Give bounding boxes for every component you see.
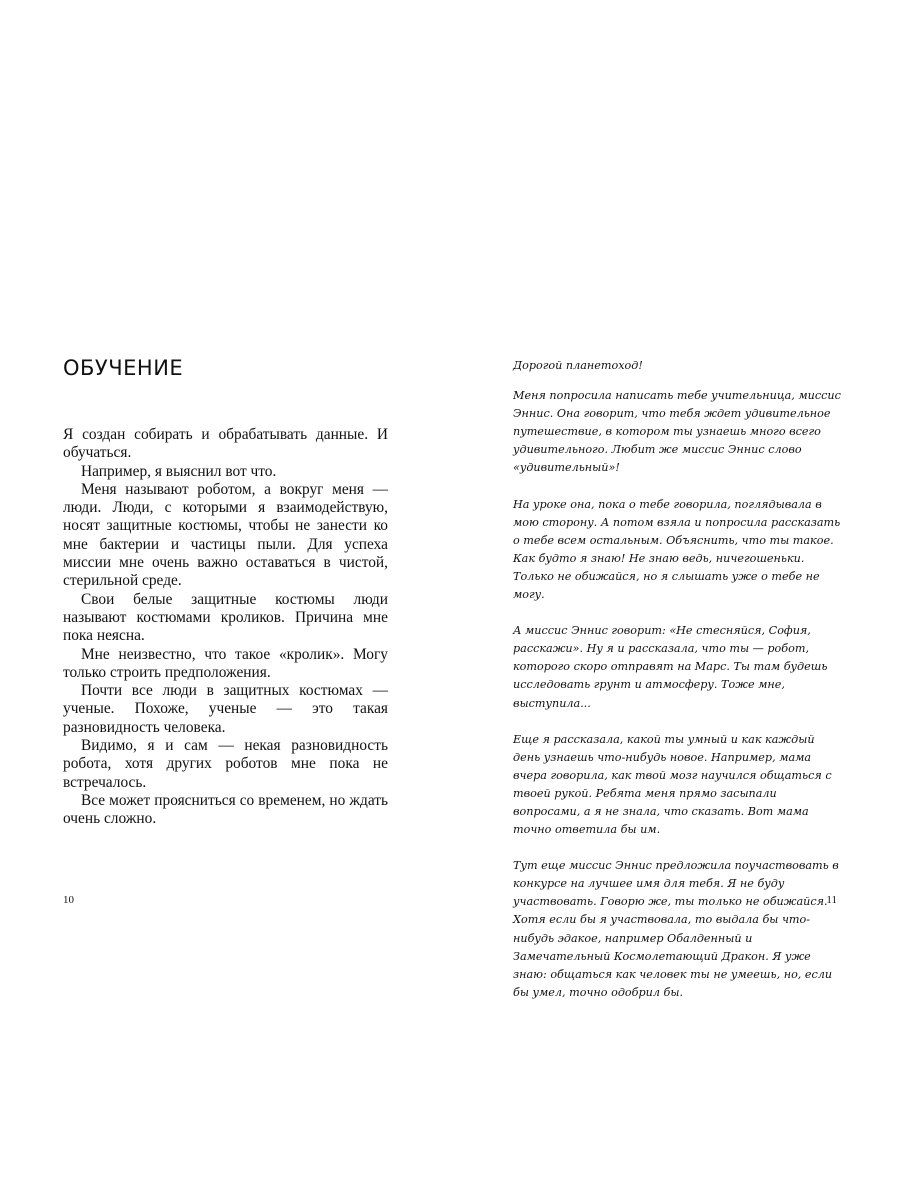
body-paragraph: Видимо, я и сам — некая разновидность робота, хотя других роботов мне пока не встречалось. <box>63 737 388 791</box>
page-number-left: 10 <box>63 894 74 906</box>
body-paragraph: Меня называют роботом, а вокруг меня — люди. Люди, с которыми я взаимодействую, носят защитные костюмы, чтобы не занести ко мне бактерии и частицы пыли. Для успеха миссии мне очень важно оставаться в чистой, стерильной среде. <box>63 480 388 590</box>
chapter-title: ОБУЧЕНИЕ <box>63 356 184 380</box>
letter-paragraph: Тут еще миссис Эннис предложила поучаствовать в конкурсе на лучшее имя для тебя. Я не буду участвовать. Говорю же, ты только не обижайся. Хотя если бы я участвовала, то выдала бы что-нибудь эдакое, например Обалденный и Замечательный Космолетающий Дракон. Я уже знаю: общаться как человек ты не умеешь, но, если бы умел, точно одобрил бы. <box>513 859 839 999</box>
letter-body <box>513 357 843 1020</box>
body-paragraph: Свои белые защитные костюмы люди называют костюмами кроликов. Причина мне пока неясна. <box>63 590 388 645</box>
letter-paragraph: А миссис Эннис говорит: «Не стесняйся, София, расскажи». Ну я и рассказала, что ты — робот, которого скоро отправят на Марс. Ты там будешь исследовать грунт и атмосферу. Тоже мне, выступила... <box>513 624 828 710</box>
body-paragraph: Мне неизвестно, что такое «кролик». Могу только строить предположения. <box>63 645 388 681</box>
left-page-body <box>63 426 388 829</box>
letter-paragraph: Еще я рассказала, какой ты умный и как каждый день узнаешь что-нибудь новое. Например, мама вчера говорила, как твой мозг научился общаться с твоей рукой. Ребята меня прямо засыпали вопросами, а я не знала, что сказать. Вот мама точно ответила бы им. <box>513 732 832 837</box>
page-number-right: 11 <box>826 894 837 906</box>
body-paragraph: Все может проясниться со временем, но ждать очень сложно. <box>63 791 388 828</box>
right-page <box>450 0 900 1200</box>
body-paragraph: Например, я выяснил вот что. <box>81 462 277 480</box>
letter-paragraph: На уроке она, пока о тебе говорила, поглядывала в мою сторону. А потом взяла и попросила рассказать о тебе всем остальным. Объяснить, что ты такое. Как будто я знаю! Не знаю ведь, ничегошеньки. Только не обижайся, но я слышать уже о тебе не могу. <box>513 497 841 602</box>
letter-greeting: Дорогой планетоход! <box>513 359 643 372</box>
body-paragraph: Я создан собирать и обрабатывать данные. И обучаться. <box>63 426 388 462</box>
body-paragraph: Почти все люди в защитных костюмах — ученые. Похоже, ученые — это такая разновидность человека. <box>63 682 388 736</box>
letter-paragraph: Меня попросила написать тебе учительница, миссис Эннис. Она говорит, что тебя ждет удивительное путешествие, в котором ты узнаешь много всего удивительного. Любит же миссис Эннис слово «удивительный»! <box>513 389 841 475</box>
